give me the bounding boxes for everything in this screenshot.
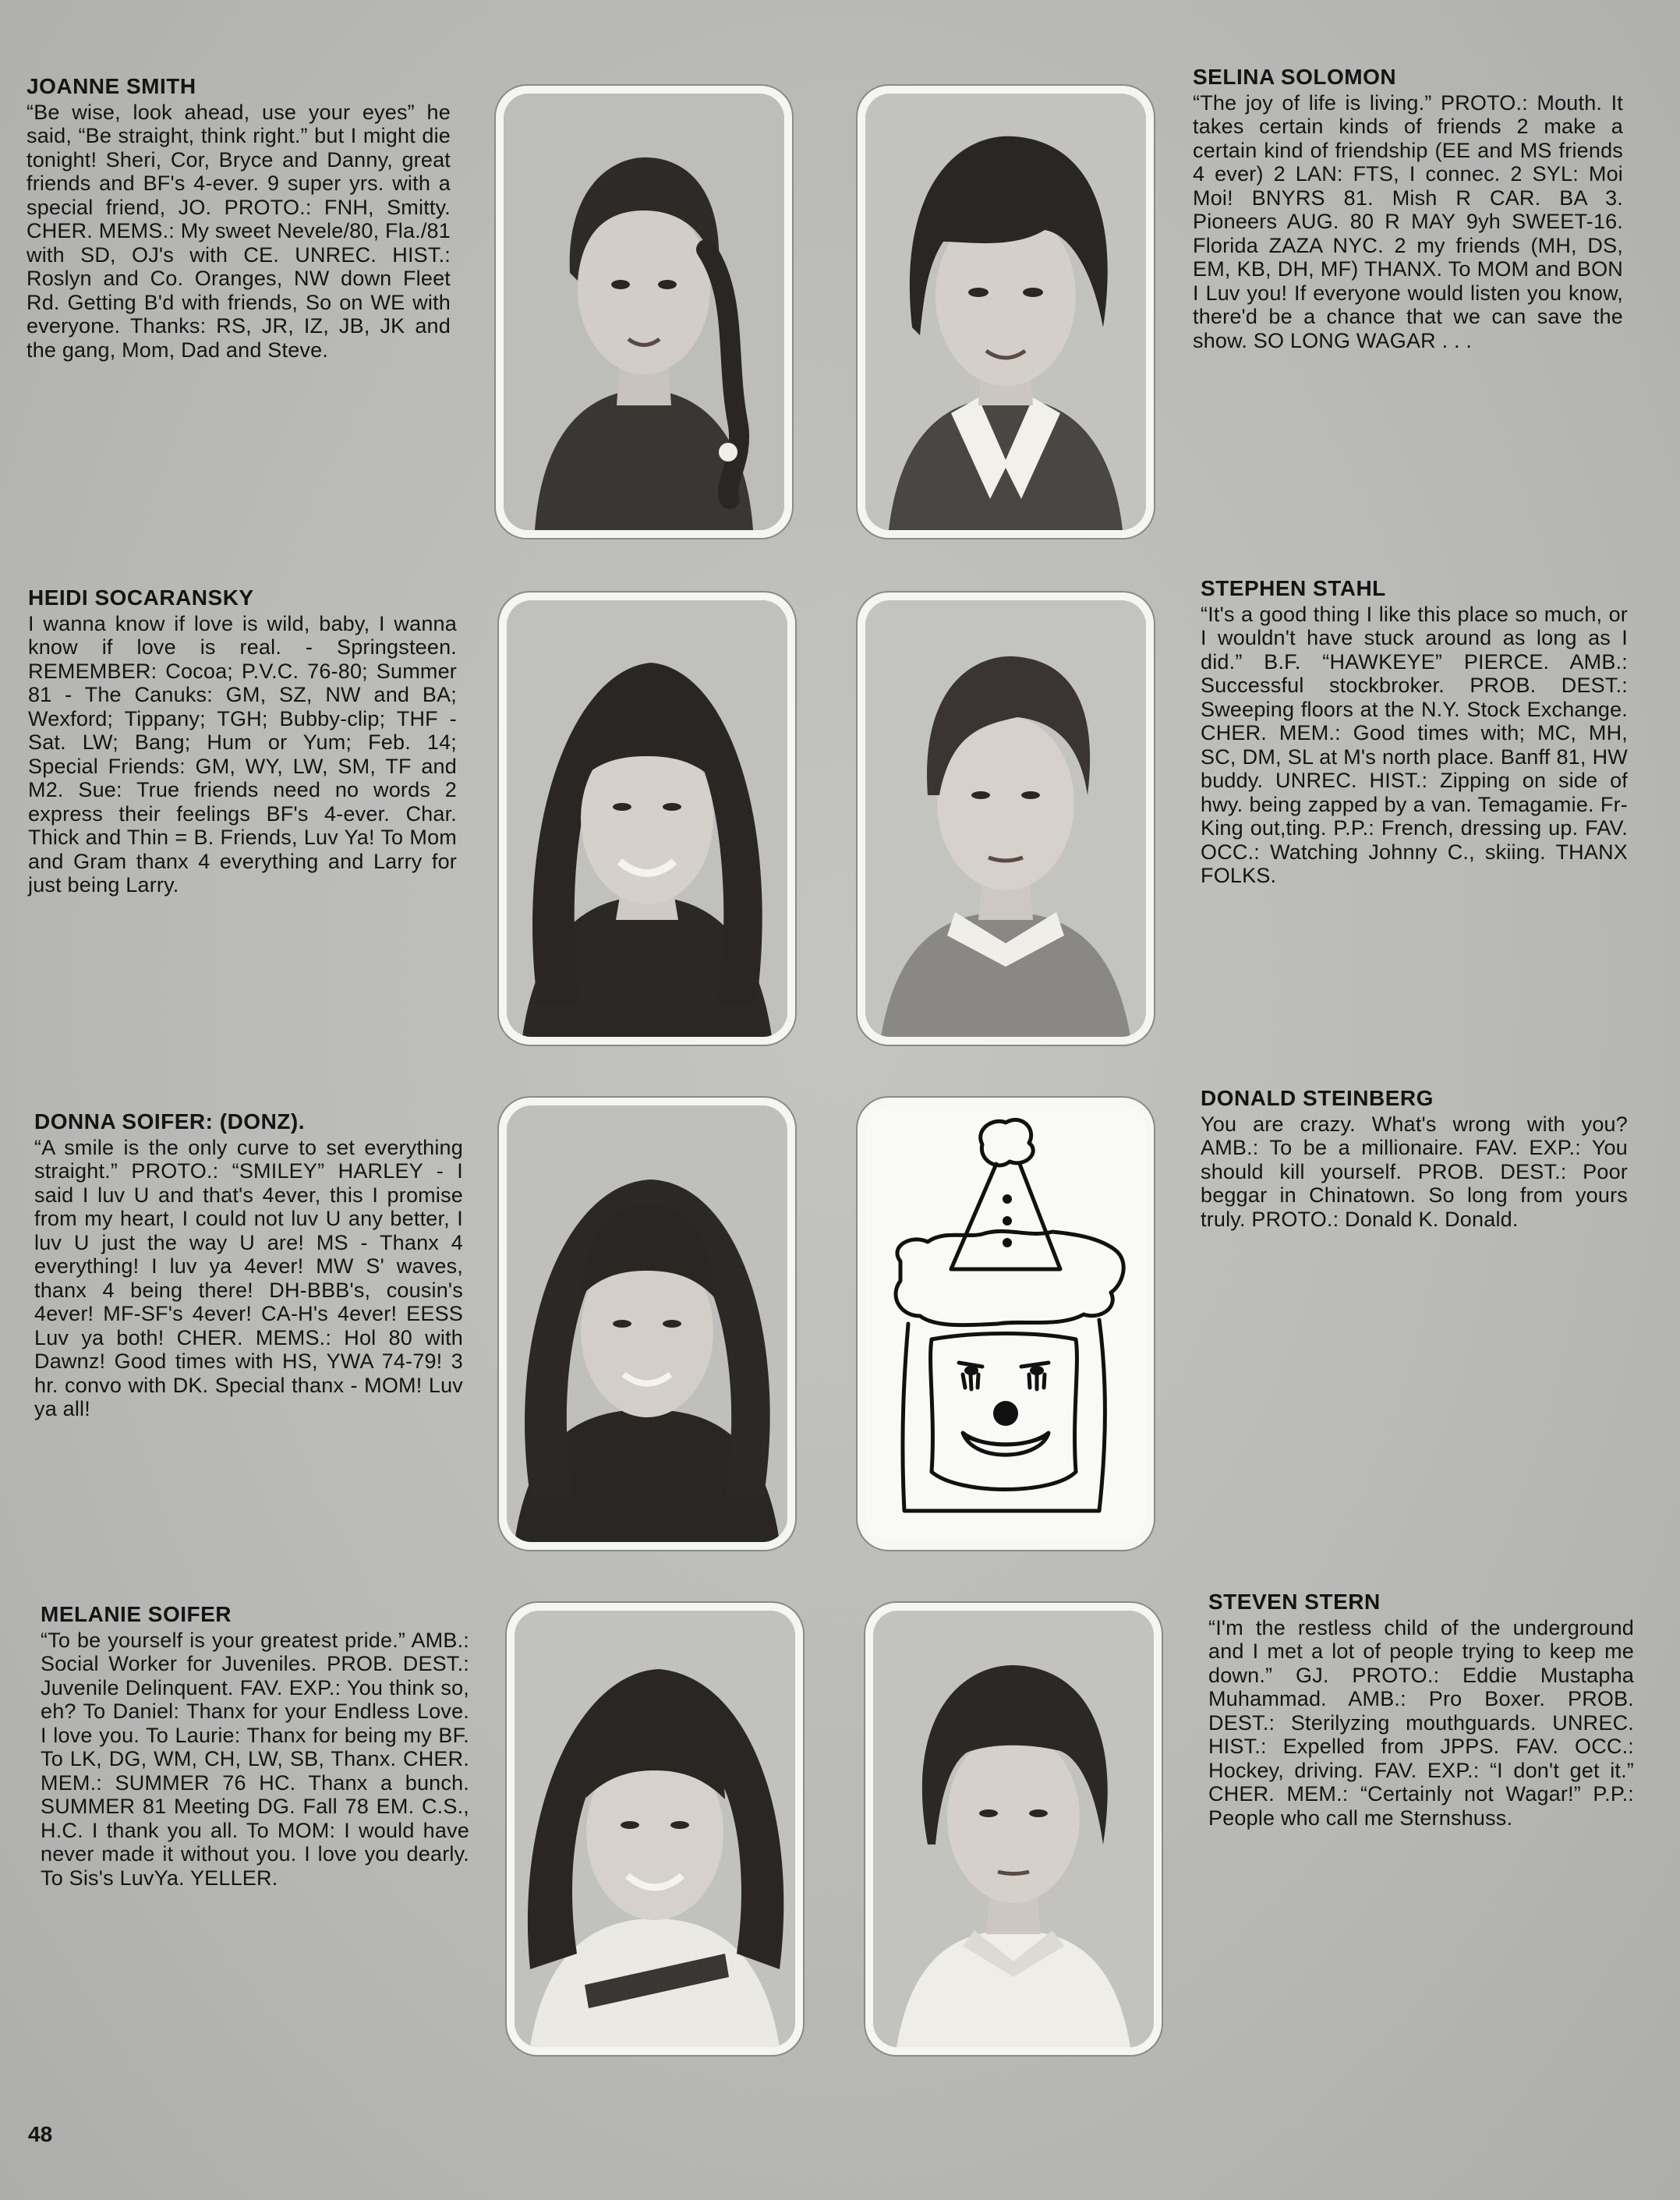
bio-donna-soifer xyxy=(34,1110,463,1421)
student-name: STEVEN STERN xyxy=(1208,1590,1381,1614)
bio-heidi-socaransky xyxy=(28,586,457,897)
student-bio: I wanna know if love is wild, baby, I wanna know if love is real. - Springsteen. REMEMBER: Cocoa; P.V.C. 76-80; Summer 81 - The Canuks: GM, SZ, NW and BA; Wexford; Tippany; TGH; Bubby-clip; THF - Sat. LW; Bang; Hum or Yum; Feb. 14; Special Friends: GM, WY, LW, SM, TF and M2. Sue: True friends need no words 2 express their feelings BF's 4-ever. Char. Thick and Thin = B. Friends, Luv Ya! To Mom and Gram thanx 4 everything and Larry for just being Larry. xyxy=(28,611,457,897)
student-name: JOANNE SMITH xyxy=(27,74,196,98)
portrait-illustration xyxy=(873,1611,1154,2047)
student-bio: You are crazy. What's wrong with you? AMB.: To be a millionaire. FAV. EXP.: You should kill yourself. PROB. DEST.: Poor beggar in Chinatown. So long from yours truly. PROTO.: Donald K. Donald. xyxy=(1201,1112,1628,1231)
student-bio: “It's a good thing I like this place so much, or I wouldn't have stuck around as long as I did.” B.F. “HAWKEYE” PIERCE. AMB.: Successful stockbroker. PROB. DEST.: Sweeping floors at the N.Y. Stock Exchange. CHER. MEM.: Good times with; MC, MH, SC, DM, SL at M's north place. Banff 81, HW buddy. UNREC. HIST.: Zipping on side of hwy. being zapped by a van. Temagamie. Fr-King out,ting. P.P.: French, dressing up. FAV. OCC.: Watching Johnny C., skiing. THANX FOLKS. xyxy=(1201,602,1628,887)
portrait-illustration xyxy=(507,600,787,1037)
bio-selina-solomon xyxy=(1193,65,1623,352)
student-bio: “To be yourself is your greatest pride.” AMB.: Social Worker for Juveniles. PROB. DEST.: Juvenile Delinquent. FAV. EXP.: You think so, eh? To Daniel: Thanx for your Endless Love. I love you. To Laurie: Thanx for being my BF. To LK, DG, WM, CH, LW, SB, Thanx. CHER. MEM.: SUMMER 76 HC. Thanx a bunch. SUMMER 81 Meeting DG. Fall 78 EM. C.S., H.C. I thank you all. To MOM: I would have never made it without you. I love you dearly. To Sis's LuvYa. YELLER. xyxy=(41,1628,469,1890)
student-name: SELINA SOLOMON xyxy=(1193,65,1397,89)
portrait-steven-stern xyxy=(865,1603,1162,2055)
bio-donald-steinberg xyxy=(1201,1087,1628,1231)
bio-steven-stern xyxy=(1208,1590,1634,1830)
portrait-illustration xyxy=(515,1611,795,2047)
portrait-melanie-soifer xyxy=(507,1603,803,2055)
clown-doodle xyxy=(865,1105,1146,1542)
student-name: DONNA SOIFER: (DONZ). xyxy=(34,1109,305,1134)
portrait-donna-soifer xyxy=(499,1098,795,1550)
student-bio: “I'm the restless child of the underground and I met a lot of people trying to keep me down.” GJ. PROTO.: Eddie Mustapha Muhammad. AMB.: Pro Boxer. PROB. DEST.: Sterilyzing mouthguards. UNREC. HIST.: Expelled from JPPS. FAV. OCC.: Hockey, driving. FAV. EXP.: “I don't get it.” CHER. MEM.: “Certainly not Wagar!” P.P.: People who call me Sternshuss. xyxy=(1208,1615,1634,1830)
portrait-illustration xyxy=(865,600,1146,1037)
portrait-illustration xyxy=(865,94,1146,530)
portrait-illustration xyxy=(507,1105,787,1542)
student-bio: “A smile is the only curve to set everything straight.” PROTO.: “SMILEY” HARLEY - I said I luv U and that's 4ever, this I promise from my heart, I could not luv U any better, I luv U just the way U are! MS - Thanx 4 everything! I luv ya 4ever! MW S' waves, thanx 4 being there! DH-BBB's, cousin's 4ever! MF-SF's 4ever! CA-H's 4ever! EESS Luv ya both! CHER. MEMS.: Hol 80 with Dawnz! Good times with HS, YWA 74-79! 3 hr. convo with DK. Special thanx - MOM! Luv ya all! xyxy=(34,1135,463,1420)
portrait-selina-solomon xyxy=(858,86,1154,538)
student-bio: “The joy of life is living.” PROTO.: Mouth. It takes certain kinds of friends 2 make a certain kind of friendship (EE and MS friends 4 ever) 2 LAN: FTS, I connec. 2 SYL: Moi Moi! BNYRS 81. Mish R CAR. BA 3. Pioneers AUG. 80 R MAY 9yh SWEET-16. Florida ZAZA NYC. 2 my friends (MH, DS, EM, KB, DH, MF) THANX. To MOM and BON I Luv you! If everyone would listen you know, there'd be a chance that we can save the show. SO LONG WAGAR . . . xyxy=(1193,90,1623,352)
student-name: MELANIE SOIFER xyxy=(41,1602,232,1626)
bio-melanie-soifer xyxy=(41,1603,469,1890)
page-number: 48 xyxy=(28,2122,53,2146)
portrait-heidi-socaransky xyxy=(499,592,795,1045)
bio-stephen-stahl xyxy=(1201,577,1628,888)
portrait-illustration xyxy=(504,94,784,530)
student-name: DONALD STEINBERG xyxy=(1201,1086,1434,1110)
student-bio: “Be wise, look ahead, use your eyes” he said, “Be straight, think right.” but I might die tonight! Sheri, Cor, Bryce and Danny, great friends and BF's 4-ever. 9 super yrs. with a special friend, JO. PROTO.: FNH, Smitty. CHER. MEMS.: My sweet Nevele/80, Fla./81 with SD, OJ's with CE. UNREC. HIST.: Roslyn and Co. Oranges, NW down Fleet Rd. Getting B'd with friends, So on WE with everyone. Thanks: RS, JR, IZ, JB, JK and the gang, Mom, Dad and Steve. xyxy=(27,100,451,362)
portrait-joanne-smith xyxy=(496,86,792,538)
portrait-stephen-stahl xyxy=(858,592,1154,1045)
bio-joanne-smith xyxy=(27,75,451,362)
student-name: HEIDI SOCARANSKY xyxy=(28,585,254,610)
drawing-donald-steinberg xyxy=(858,1098,1154,1550)
student-name: STEPHEN STAHL xyxy=(1201,576,1386,600)
